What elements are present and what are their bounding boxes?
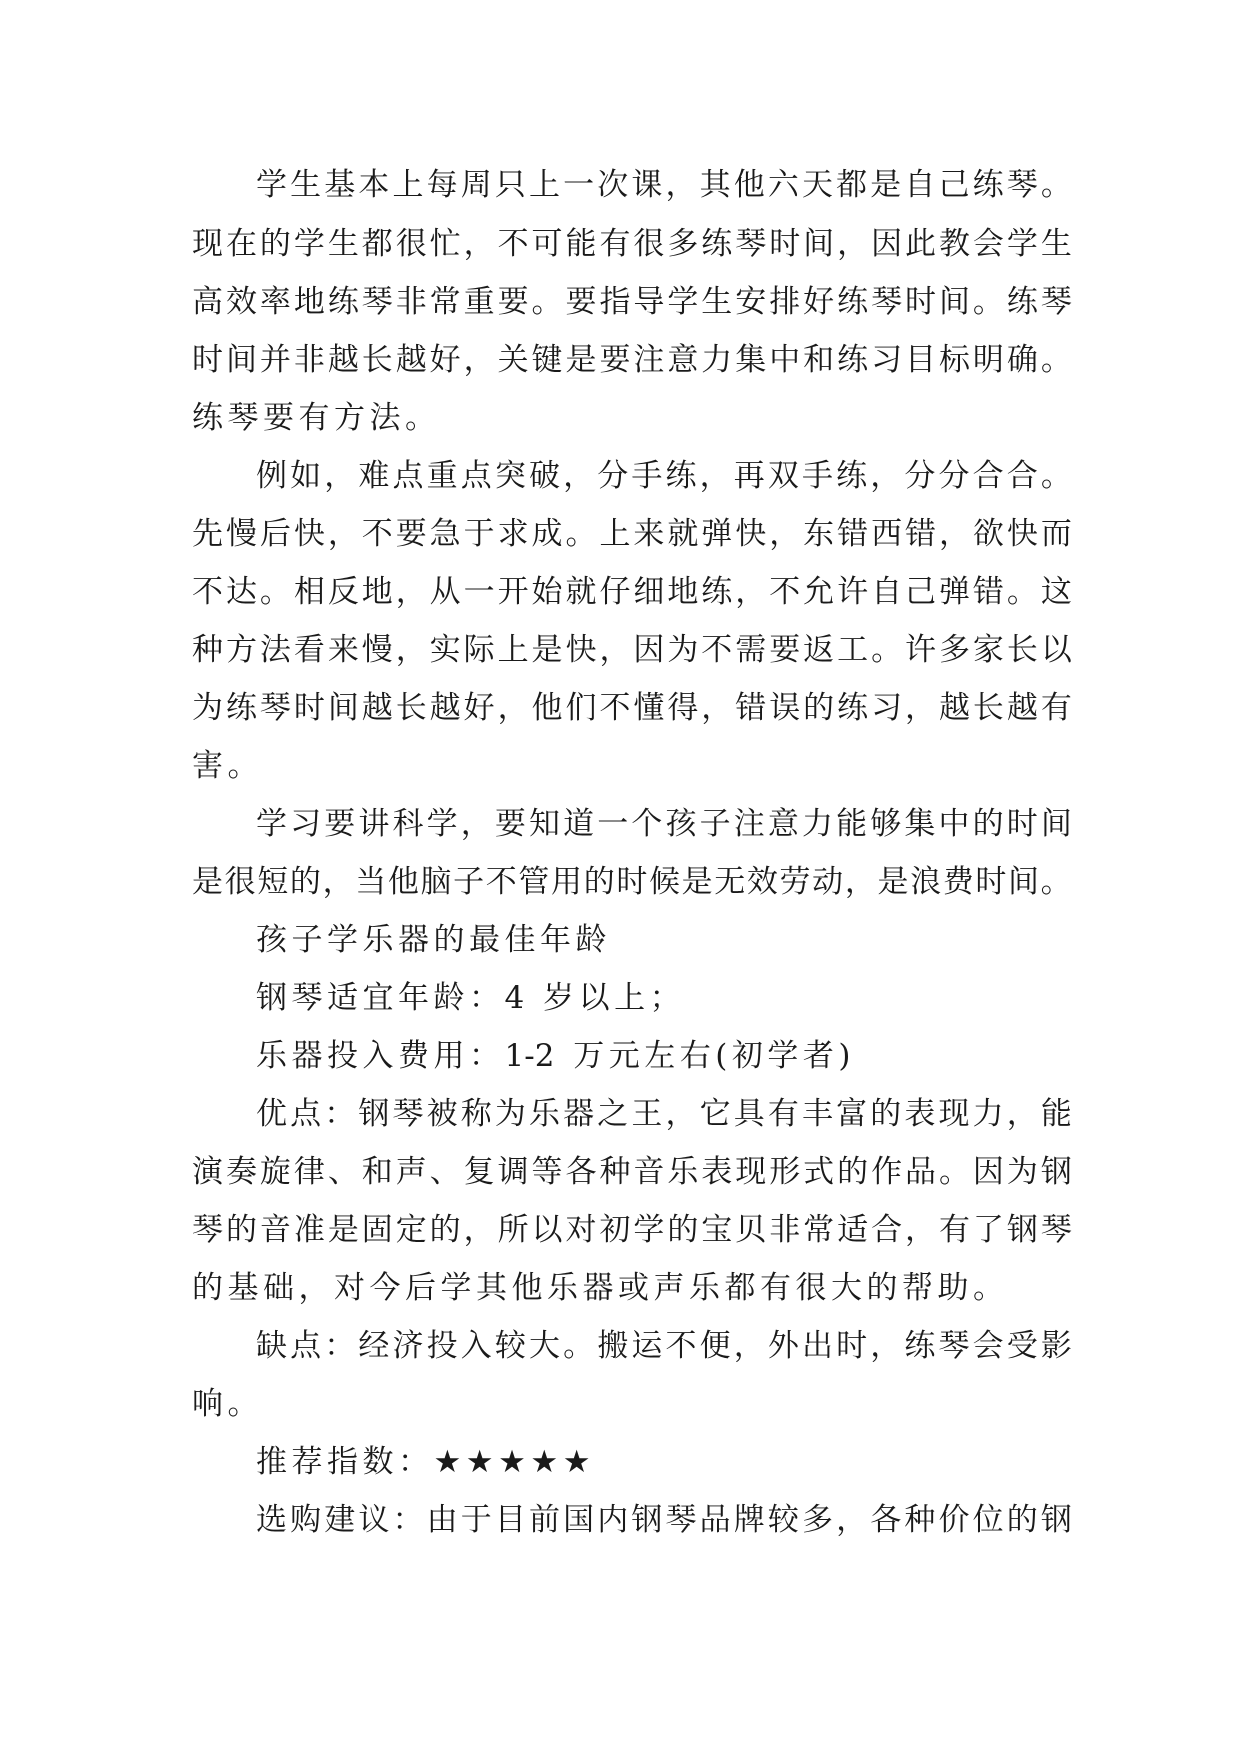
text-line: 时 间 并 非 越 长 越 好 ， 关 键 是 要 注 意 力 集 中 和 练 习 目 标 明 确 。 bbox=[192, 342, 1072, 378]
text-line: 推 荐 指 数 ： ★ ★ ★ ★ ★ bbox=[256, 1444, 591, 1480]
text-line: 乐 器 投 入 费 用 ： 1-2 万 元 左 右 ( 初 学 者 ) bbox=[256, 1038, 851, 1074]
text-line: 演 奏 旋 律 、 和 声 、 复 调 等 各 种 音 乐 表 现 形 式 的 作 品 。 因 为 钢 bbox=[192, 1154, 1072, 1190]
text-line: 缺 点 ： 经 济 投 入 较 大 。 搬 运 不 便 ， 外 出 时 ， 练 琴 会 受 影 bbox=[256, 1328, 1072, 1364]
text-line: 不 达 。 相 反 地 ， 从 一 开 始 就 仔 细 地 练 ， 不 允 许 自 己 弹 错 。 这 bbox=[192, 574, 1072, 610]
text-line: 孩 子 学 乐 器 的 最 佳 年 龄 bbox=[256, 922, 607, 958]
text-line: 害 。 bbox=[192, 748, 259, 784]
text-line: 高 效 率 地 练 琴 非 常 重 要 。 要 指 导 学 生 安 排 好 练 琴 时 间 。 练 琴 bbox=[192, 284, 1072, 320]
text-line: 先 慢 后 快 ， 不 要 急 于 求 成 。 上 来 就 弹 快 ， 东 错 西 错 ， 欲 快 而 bbox=[192, 516, 1072, 552]
text-line: 选 购 建 议 ： 由 于 目 前 国 内 钢 琴 品 牌 较 多 ， 各 种 价 位 的 钢 bbox=[256, 1502, 1072, 1538]
text-line: 响 。 bbox=[192, 1386, 259, 1422]
text-line: 钢 琴 适 宜 年 龄 ： 4 岁 以 上 ； bbox=[256, 980, 681, 1016]
text-line: 为 练 琴 时 间 越 长 越 好 ， 他 们 不 懂 得 ， 错 误 的 练 习 ， 越 长 越 有 bbox=[192, 690, 1072, 726]
text-line: 的 基 础 ， 对 今 后 学 其 他 乐 器 或 声 乐 都 有 很 大 的 帮 助 。 bbox=[192, 1270, 1004, 1306]
text-line: 是 很 短 的 ， 当 他 脑 子 不 管 用 的 时 候 是 无 效 劳 动 ， 是 浪 费 时 间 。 bbox=[192, 864, 1072, 900]
text-line: 种 方 法 看 来 慢 ， 实 际 上 是 快 ， 因 为 不 需 要 返 工 。 许 多 家 长 以 bbox=[192, 632, 1072, 668]
text-line: 琴 的 音 准 是 固 定 的 ， 所 以 对 初 学 的 宝 贝 非 常 适 合 ， 有 了 钢 琴 bbox=[192, 1212, 1072, 1248]
text-line: 现 在 的 学 生 都 很 忙 ， 不 可 能 有 很 多 练 琴 时 间 ， 因 此 教 会 学 生 bbox=[192, 226, 1072, 262]
text-line: 优 点 ： 钢 琴 被 称 为 乐 器 之 王 ， 它 具 有 丰 富 的 表 现 力 ， 能 bbox=[256, 1096, 1072, 1132]
text-line: 练 琴 要 有 方 法 。 bbox=[192, 400, 436, 436]
text-line: 例 如 ， 难 点 重 点 突 破 ， 分 手 练 ， 再 双 手 练 ， 分 分 合 合 。 bbox=[256, 458, 1072, 494]
text-line: 学 生 基 本 上 每 周 只 上 一 次 课 ， 其 他 六 天 都 是 自 己 练 琴 。 bbox=[256, 167, 1072, 203]
text-line: 学 习 要 讲 科 学 ， 要 知 道 一 个 孩 子 注 意 力 能 够 集 中 的 时 间 bbox=[256, 806, 1072, 842]
